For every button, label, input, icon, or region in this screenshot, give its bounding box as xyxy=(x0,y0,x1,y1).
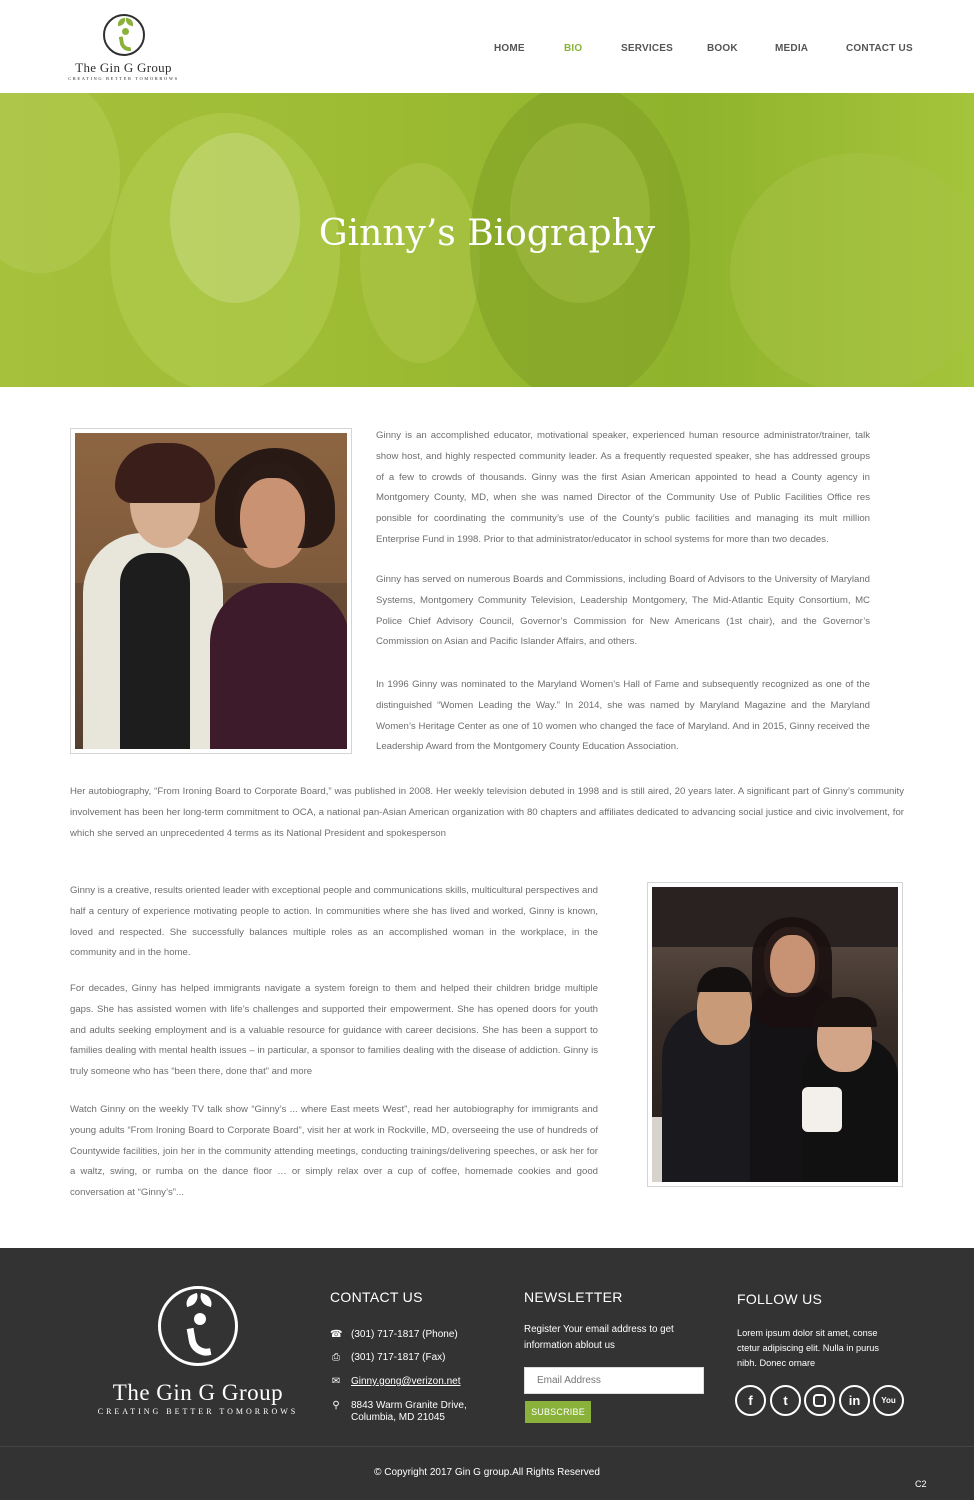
logo-name: The Gin G Group xyxy=(75,60,172,75)
bio-photo-2 xyxy=(647,882,903,1187)
phone-icon: ☎ xyxy=(330,1329,343,1340)
footer-divider xyxy=(0,1446,974,1447)
facebook-icon[interactable]: f xyxy=(735,1385,766,1416)
footer-logo-name: The Gin G Group xyxy=(112,1380,284,1405)
instagram-icon[interactable] xyxy=(804,1385,835,1416)
youtube-icon[interactable]: You xyxy=(873,1385,904,1416)
nav-home[interactable]: HOME xyxy=(494,43,525,54)
site-header xyxy=(0,0,974,93)
follow-description: Lorem ipsum dolor sit amet, conse ctetur adipiscing elit. Nulla in purus nibh. Donec ornare xyxy=(737,1328,879,1368)
nav-bio[interactable]: BIO xyxy=(564,43,583,54)
main-nav xyxy=(0,43,974,57)
page-title: Ginny’s Biography xyxy=(318,213,656,254)
mail-icon: ✉ xyxy=(331,1376,341,1387)
footer-contact-heading: CONTACT US xyxy=(330,1289,423,1305)
bio-paragraph-7: Watch Ginny on the weekly TV talk show “Ginny’s ... where East meets West”, read her autobiography for immigrants and young adults “From Ironing Board to Corporate Board”, visit her at work in Rockville, MD, overseeing the use of hundreds of Countywide facilities, join her in the community attending meetings, conducting trainings/delivering speeches, or ask her for a waltz, swing, or rumba on the dance floor … or simply relax over a cup of coffee, homemade cookies and good conversation at “Ginny’s”... xyxy=(70,1104,598,1199)
location-pin-icon: ⚲ xyxy=(332,1400,340,1411)
nav-contact-us[interactable]: CONTACT US xyxy=(846,43,913,54)
hero-banner xyxy=(0,93,974,387)
nav-services[interactable]: SERVICES xyxy=(621,43,673,54)
subscribe-button[interactable]: SUBSCRIBE xyxy=(525,1401,591,1423)
footer-logo-tagline: CREATING BETTER TOMORROWS xyxy=(97,1407,299,1416)
newsletter-email-input[interactable] xyxy=(525,1368,703,1393)
bio-paragraph-6: For decades, Ginny has helped immigrants navigate a system foreign to them and helped their children bridge multiple gaps. She has assisted women with life’s challenges and supported their empowerment. She has opened doors for youth and adults seeking employment and is a valuable resource for guidance with career decisions. She has been a support to families dealing with mental health issues – in particular, a sponsor to families dealing with the disease of addiction. Ginny is truly someone who has “been there, done that” and more xyxy=(70,983,598,1078)
footer-follow-heading: FOLLOW US xyxy=(737,1291,823,1307)
bio-paragraph-3: In 1996 Ginny was nominated to the Maryland Women’s Hall of Fame and subsequently recognized as one of the distinguished “Women Leading the Way.” In 2014, she was named by Maryland Magazine and the Maryland Women’s Heritage Center as one of 10 women who changed the face of Maryland. And in 2015, Ginny received the Leadership Award from the Montgomery County Education Association. xyxy=(376,679,870,753)
footer-logo-mark-icon xyxy=(158,1286,238,1366)
site-footer xyxy=(0,1248,974,1500)
bio-paragraph-2: Ginny has served on numerous Boards and Commissions, including Board of Advisors to the University of Maryland Systems, Montgomery Community Television, Leadership Montgomery, The Mid-Atlantic Equity Consortium, MC Police Chief Advisory Council, Governor’s Commission for New Americans (1st chair), and the Governor’s Commission on Asian and Pacific Islander Affairs, and others. xyxy=(376,574,870,648)
newsletter-email-field[interactable] xyxy=(524,1367,704,1394)
footer-email-link[interactable]: Ginny.gong@verizon.net xyxy=(351,1376,461,1387)
bio-paragraph-1: Ginny is an accomplished educator, motivational speaker, experienced human resource administrator/trainer, talk show host, and highly respected community leader. As a frequently requested speaker, she has addressed groups of a few to crowds of thousands. Ginny was the first Asian American appointed to head a County agency in Montgomery County, MD, when she was named Director of the Community Use of Public Facilities Office res ponsible for coordinating the community’s use of the County’s public facilities and managing its mult million Enterprise Fund in 1998. Prior to that administrator/educator in school systems for more than two decades. xyxy=(376,430,870,545)
copyright-text: © Copyright 2017 Gin G group.All Rights Reserved xyxy=(374,1467,600,1478)
nav-book[interactable]: BOOK xyxy=(707,43,738,54)
corner-label: C2 xyxy=(915,1479,927,1489)
footer-newsletter-heading: NEWSLETTER xyxy=(524,1289,623,1305)
footer-logo[interactable] xyxy=(88,1286,308,1416)
linkedin-icon[interactable]: in xyxy=(839,1385,870,1416)
bio-paragraph-5: Ginny is a creative, results oriented leader with exceptional people and communications skills, multicultural perspectives and half a century of experience motivating people to action. In communities where she has lived and worked, Ginny is known, loved and respected. She successfully balances multiple roles as an accomplished woman in the workplace, in the community and in the home. xyxy=(70,885,598,959)
logo-tagline: CREATING BETTER TOMORROWS xyxy=(68,76,179,81)
bio-paragraph-4: Her autobiography, “From Ironing Board to Corporate Board,” was published in 2008. Her weekly television debuted in 1998 and is still aired, 20 years later. A significant part of Ginny’s community involvement has been her long-term commitment to OCA, a national pan-Asian American organization with 80 chapters and affiliates dedicated to advancing social justice and civic involvement, for which she served an unprecedented 4 terms as its National President and spokesperson xyxy=(70,786,904,839)
twitter-icon[interactable]: t xyxy=(770,1385,801,1416)
nav-media[interactable]: MEDIA xyxy=(775,43,809,54)
printer-icon: ⎙ xyxy=(332,1352,340,1363)
bio-photo-1 xyxy=(70,428,352,754)
newsletter-description: Register Your email address to get information ablout us xyxy=(524,1324,674,1351)
